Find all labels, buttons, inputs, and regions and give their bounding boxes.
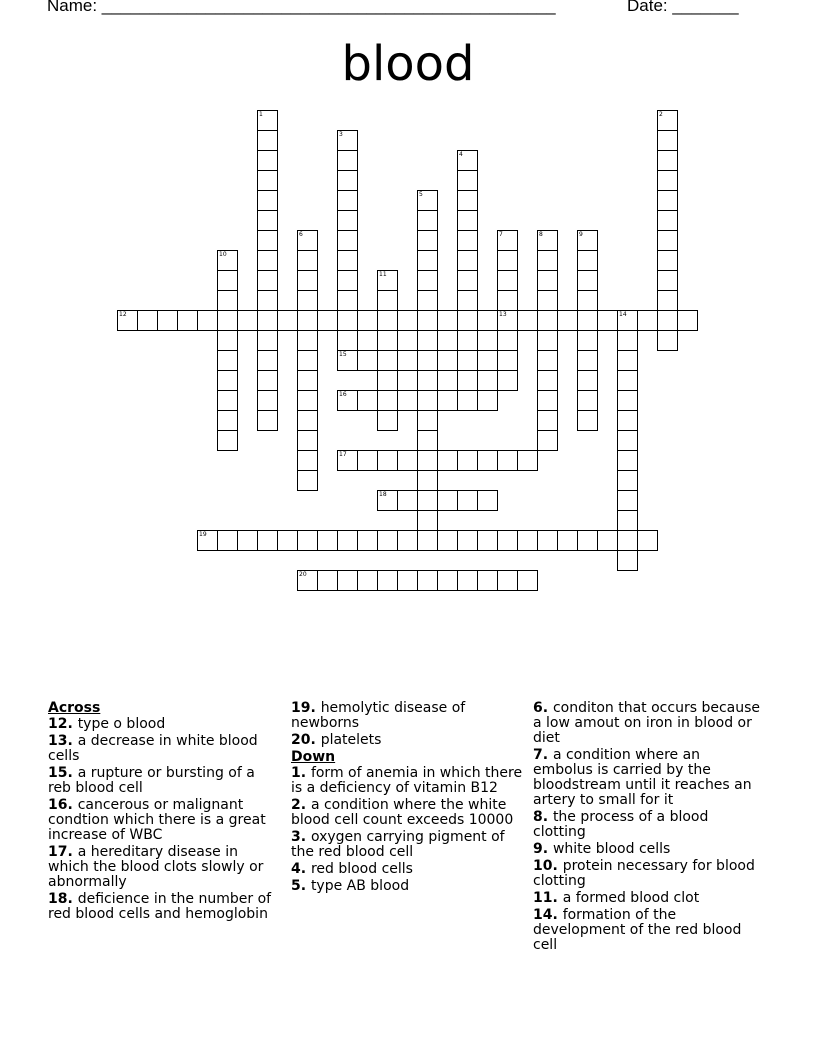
clue-number-label: 7. [533,747,553,763]
grid-cell[interactable] [417,450,438,471]
grid-cell[interactable] [417,570,438,591]
across-clue [48,798,278,843]
grid-cell[interactable] [617,350,638,371]
clue-number: 14 [619,311,627,318]
grid-cell[interactable] [637,310,658,331]
across-clue [291,733,523,748]
grid-cell[interactable] [437,350,458,371]
grid-cell[interactable] [657,330,678,351]
clue-number-label: 4. [291,861,311,877]
grid-cell[interactable] [537,530,558,551]
grid-cell[interactable] [577,290,598,311]
grid-cell[interactable] [597,530,618,551]
grid-cell[interactable] [257,230,278,251]
grid-cell[interactable] [617,410,638,431]
grid-cell[interactable] [657,250,678,271]
clue-number: 7 [499,231,503,238]
clue-number-label: 6. [533,700,553,716]
grid-cell[interactable] [457,530,478,551]
grid-cell[interactable] [157,310,178,331]
grid-cell[interactable] [417,510,438,531]
across-heading: Across [48,700,101,716]
clue-number: 12 [119,311,127,318]
grid-cell[interactable] [217,350,238,371]
grid-cell[interactable] [417,410,438,431]
down-clue [291,879,523,894]
clue-text: platelets [320,732,382,748]
grid-cell[interactable] [397,570,418,591]
grid-cell[interactable] [477,570,498,591]
across-clue [291,701,523,731]
grid-cell[interactable] [137,310,158,331]
clue-number-label: 3. [291,829,311,845]
grid-cell[interactable] [617,550,638,571]
grid-cell[interactable] [537,310,558,331]
across-clue [48,766,278,796]
grid-cell[interactable] [497,570,518,591]
grid-cell[interactable] [237,530,258,551]
grid-cell[interactable] [617,510,638,531]
clue-text: a formed blood clot [562,890,700,906]
grid-cell[interactable] [577,370,598,391]
grid-cell[interactable] [537,250,558,271]
grid-cell[interactable] [297,270,318,291]
grid-cell[interactable] [377,410,398,431]
grid-cell[interactable] [657,150,678,171]
grid-cell[interactable] [617,430,638,451]
grid-cell[interactable] [217,410,238,431]
grid-cell[interactable] [277,310,298,331]
grid-cell[interactable] [657,270,678,291]
across-clue [48,845,278,890]
grid-cell[interactable] [457,230,478,251]
grid-cell[interactable] [417,370,438,391]
grid-cell[interactable] [377,390,398,411]
grid-cell[interactable] [677,310,698,331]
grid-cell[interactable] [217,290,238,311]
clue-number-label: 13. [48,733,78,749]
clue-number: 16 [339,391,347,398]
clue-number-label: 17. [48,844,78,860]
grid-cell[interactable] [217,270,238,291]
grid-cell[interactable] [257,310,278,331]
grid-cell[interactable] [537,350,558,371]
clue-number-label: 20. [291,732,321,748]
grid-cell[interactable] [257,350,278,371]
clue-number-label: 19. [291,700,321,716]
grid-cell[interactable] [657,290,678,311]
clue-text: red blood cells [310,861,413,877]
clue-number: 2 [659,111,663,118]
clue-text: cancerous or malignant condtion which there is a great increase of WBC [48,797,266,843]
down-clue [533,842,763,857]
grid-cell[interactable] [517,310,538,331]
grid-cell[interactable] [257,250,278,271]
grid-cell[interactable] [517,530,538,551]
grid-cell[interactable] [217,370,238,391]
grid-cell[interactable] [357,350,378,371]
grid-cell[interactable] [297,350,318,371]
clue-number: 20 [299,571,307,578]
clue-text: type o blood [77,716,166,732]
grid-cell[interactable] [657,310,678,331]
down-clue [533,810,763,840]
grid-cell[interactable] [217,390,238,411]
clue-number: 18 [379,491,387,498]
clue-number-label: 11. [533,890,563,906]
grid-cell[interactable] [537,430,558,451]
grid-cell[interactable] [457,310,478,331]
grid-cell[interactable] [537,390,558,411]
down-clue [533,701,763,746]
grid-cell[interactable] [257,370,278,391]
grid-cell[interactable] [497,250,518,271]
grid-cell[interactable] [657,210,678,231]
grid-cell[interactable] [497,330,518,351]
grid-cell[interactable] [377,570,398,591]
clue-text: protein necessary for blood clotting [533,858,755,889]
down-clue [533,908,763,953]
clue-number-label: 1. [291,765,311,781]
grid-cell[interactable] [397,530,418,551]
clue-number-label: 16. [48,797,78,813]
grid-cell[interactable] [437,310,458,331]
grid-cell[interactable] [497,290,518,311]
clue-text: the process of a blood clotting [533,809,709,840]
grid-cell[interactable] [617,470,638,491]
grid-cell[interactable] [417,270,438,291]
clue-number: 11 [379,271,387,278]
grid-cell[interactable] [317,530,338,551]
grid-cell[interactable] [377,450,398,471]
grid-cell[interactable] [217,530,238,551]
grid-cell[interactable] [297,390,318,411]
grid-cell[interactable] [217,330,238,351]
grid-cell[interactable] [457,250,478,271]
clue-number: 8 [539,231,543,238]
grid-cell[interactable] [377,350,398,371]
grid-cell[interactable] [417,210,438,231]
grid-cell[interactable] [437,490,458,511]
clue-text: a condition where the white blood cell count exceeds 10000 [291,797,514,828]
grid-cell[interactable] [397,490,418,511]
grid-cell[interactable] [337,270,358,291]
clue-number-label: 10. [533,858,563,874]
clues-column-1 [48,701,278,924]
grid-cell[interactable] [257,210,278,231]
grid-cell[interactable] [417,310,438,331]
grid-cell[interactable] [257,330,278,351]
grid-cell[interactable] [337,250,358,271]
grid-cell[interactable] [317,570,338,591]
grid-cell[interactable] [477,490,498,511]
clue-number: 19 [199,531,207,538]
clue-number-label: 2. [291,797,311,813]
grid-cell[interactable] [397,450,418,471]
clue-text: type AB blood [310,878,410,894]
grid-cell[interactable] [577,530,598,551]
grid-cell[interactable] [337,190,358,211]
clue-text: form of anemia in which there is a deficiency of vitamin B12 [291,765,523,796]
grid-cell[interactable] [337,150,358,171]
down-clue [291,798,523,828]
clue-number: 9 [579,231,583,238]
grid-cell[interactable] [297,290,318,311]
grid-cell[interactable] [477,390,498,411]
grid-cell[interactable] [377,530,398,551]
clue-number-label: 8. [533,809,553,825]
clue-text: white blood cells [552,841,671,857]
grid-cell[interactable] [497,350,518,371]
grid-cell[interactable] [257,290,278,311]
across-clue [48,892,278,922]
grid-cell[interactable] [477,350,498,371]
grid-cell[interactable] [517,570,538,591]
clue-number: 4 [459,151,463,158]
grid-cell[interactable] [657,230,678,251]
grid-cell[interactable] [377,290,398,311]
grid-cell[interactable] [237,310,258,331]
grid-cell[interactable] [257,390,278,411]
grid-cell[interactable] [577,390,598,411]
clue-text: a hereditary disease in which the blood clots slowly or abnormally [48,844,264,890]
grid-cell[interactable] [257,170,278,191]
grid-cell[interactable] [617,490,638,511]
clue-number-label: 18. [48,891,78,907]
grid-cell[interactable] [297,530,318,551]
down-clue [291,766,523,796]
grid-cell[interactable] [377,310,398,331]
clue-text: hemolytic disease of newborns [291,700,466,731]
grid-cell[interactable] [217,430,238,451]
grid-cell[interactable] [417,530,438,551]
grid-cell[interactable] [457,330,478,351]
down-clue [533,891,763,906]
clue-number-label: 5. [291,878,311,894]
grid-cell[interactable] [437,570,458,591]
clue-text: a decrease in white blood cells [48,733,258,764]
name-line[interactable]: Name: ________________________________________________ [47,0,556,15]
grid-cell[interactable] [617,370,638,391]
grid-cell[interactable] [257,190,278,211]
grid-cell[interactable] [337,210,358,231]
grid-cell[interactable] [417,250,438,271]
grid-cell[interactable] [257,130,278,151]
page-title: blood [341,36,475,92]
clue-text: formation of the development of the red blood cell [533,907,742,953]
grid-cell[interactable] [337,230,358,251]
clue-text: deficience in the number of red blood cells and hemoglobin [48,891,272,922]
grid-cell[interactable] [417,470,438,491]
grid-cell[interactable] [397,350,418,371]
grid-cell[interactable] [457,350,478,371]
grid-cell[interactable] [377,330,398,351]
grid-cell[interactable] [477,530,498,551]
grid-cell[interactable] [377,370,398,391]
grid-cell[interactable] [637,530,658,551]
grid-cell[interactable] [257,150,278,171]
grid-cell[interactable] [537,410,558,431]
date-line[interactable]: Date: _______ [627,0,739,15]
grid-cell[interactable] [577,330,598,351]
clue-number-label: 9. [533,841,553,857]
grid-cell[interactable] [537,370,558,391]
clue-number: 13 [499,311,507,318]
grid-cell[interactable] [457,490,478,511]
across-clue [48,717,278,732]
grid-cell[interactable] [577,250,598,271]
grid-cell[interactable] [597,310,618,331]
grid-cell[interactable] [617,530,638,551]
grid-cell[interactable] [397,390,418,411]
clues-column-3 [533,701,763,955]
grid-cell[interactable] [457,390,478,411]
clues-column-2 [291,701,523,896]
grid-cell[interactable] [557,310,578,331]
clue-number: 17 [339,451,347,458]
grid-cell[interactable] [537,330,558,351]
grid-cell[interactable] [337,570,358,591]
grid-cell[interactable] [217,310,238,331]
clue-text: conditon that occurs because a low amout on iron in blood or diet [533,700,760,746]
grid-cell[interactable] [297,450,318,471]
grid-cell[interactable] [417,490,438,511]
grid-cell[interactable] [457,290,478,311]
grid-cell[interactable] [657,190,678,211]
grid-cell[interactable] [357,310,378,331]
clue-number: 1 [259,111,263,118]
clue-text: a rupture or bursting of a reb blood cell [48,765,255,796]
grid-cell[interactable] [657,130,678,151]
grid-cell[interactable] [297,250,318,271]
grid-cell[interactable] [417,290,438,311]
clue-number-label: 14. [533,907,563,923]
grid-cell[interactable] [417,350,438,371]
grid-cell[interactable] [417,230,438,251]
grid-cell[interactable] [337,310,358,331]
grid-cell[interactable] [437,450,458,471]
down-clue [533,748,763,808]
grid-cell[interactable] [577,270,598,291]
grid-cell[interactable] [337,330,358,351]
grid-cell[interactable] [257,270,278,291]
grid-cell[interactable] [577,410,598,431]
grid-cell[interactable] [537,270,558,291]
clue-text: a condition where an embolus is carried by the bloodstream until it reaches an artery to small for it [533,747,752,808]
grid-cell[interactable] [457,450,478,471]
grid-cell[interactable] [437,530,458,551]
grid-cell[interactable] [297,470,318,491]
grid-cell[interactable] [577,350,598,371]
grid-cell[interactable] [457,570,478,591]
grid-cell[interactable] [257,530,278,551]
clue-number-label: 12. [48,716,78,732]
down-clue [291,862,523,877]
clue-number-label: 15. [48,765,78,781]
grid-cell[interactable] [617,330,638,351]
grid-cell[interactable] [197,310,218,331]
grid-cell[interactable] [337,170,358,191]
grid-cell[interactable] [617,450,638,471]
grid-cell[interactable] [517,450,538,471]
clue-number: 3 [339,131,343,138]
grid-cell[interactable] [657,170,678,191]
grid-cell[interactable] [297,410,318,431]
grid-cell[interactable] [457,190,478,211]
grid-cell[interactable] [357,530,378,551]
clue-number: 5 [419,191,423,198]
grid-cell[interactable] [297,330,318,351]
grid-cell[interactable] [477,310,498,331]
grid-cell[interactable] [357,390,378,411]
grid-cell[interactable] [337,290,358,311]
grid-cell[interactable] [577,310,598,331]
grid-cell[interactable] [617,390,638,411]
grid-cell[interactable] [277,530,298,551]
grid-cell[interactable] [557,530,578,551]
grid-cell[interactable] [177,310,198,331]
grid-cell[interactable] [497,450,518,471]
grid-cell[interactable] [457,210,478,231]
grid-cell[interactable] [357,450,378,471]
grid-cell[interactable] [417,330,438,351]
grid-cell[interactable] [417,390,438,411]
down-clue [291,830,523,860]
grid-cell[interactable] [437,390,458,411]
grid-cell[interactable] [537,290,558,311]
clue-text: oxygen carrying pigment of the red blood cell [291,829,505,860]
grid-cell[interactable] [457,270,478,291]
grid-cell[interactable] [497,530,518,551]
grid-cell[interactable] [297,310,318,331]
grid-cell[interactable] [417,430,438,451]
grid-cell[interactable] [397,310,418,331]
down-clue [533,859,763,889]
down-heading: Down [291,749,336,765]
grid-cell[interactable] [457,370,478,391]
grid-cell[interactable] [497,370,518,391]
clue-number: 10 [219,251,227,258]
grid-cell[interactable] [337,530,358,551]
grid-cell[interactable] [257,410,278,431]
grid-cell[interactable] [477,450,498,471]
grid-cell[interactable] [357,570,378,591]
across-clue [48,734,278,764]
grid-cell[interactable] [297,430,318,451]
grid-cell[interactable] [497,270,518,291]
grid-cell[interactable] [297,370,318,391]
clue-number: 15 [339,351,347,358]
clue-number: 6 [299,231,303,238]
grid-cell[interactable] [317,310,338,331]
grid-cell[interactable] [457,170,478,191]
